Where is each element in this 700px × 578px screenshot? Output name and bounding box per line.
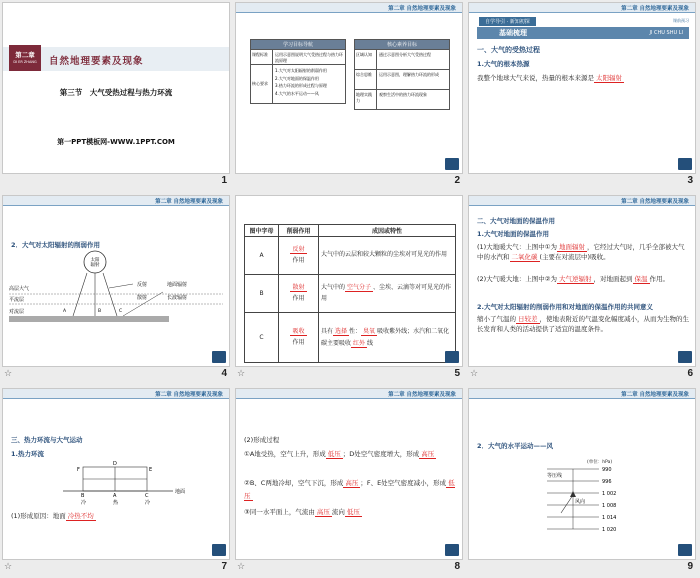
slide-canvas [468,195,696,367]
table-row [355,49,449,69]
answer-text: 太阳辐射 [596,74,622,82]
slide-number: 4 [221,368,227,379]
core-literacy-table [354,39,450,110]
star-icon: ☆ [4,562,13,572]
ray-line [73,273,87,316]
row-label: 区域认知 [355,50,377,69]
reflect-line [109,284,133,288]
nav-corner-icon[interactable] [445,158,459,170]
label-scatter: 散射 [137,295,148,301]
label-cold-left: 冷 [81,500,87,506]
header-bar-text: 第二章 自然地理要素及现象 [621,392,689,398]
slide-thumbnail-9[interactable] [466,386,699,578]
star-icon: ☆ [470,369,479,379]
heading: 2．大气对太阳辐射的削弱作用 [11,241,101,249]
sun-label-2: 辐射 [90,263,100,268]
label-troposphere: 对流层 [9,309,25,315]
heading-1: 一、大气的受热过程 [477,46,540,54]
nav-tab[interactable]: 自学导引 · 新知初探 [479,17,536,26]
row-label: 课程标准 [251,50,273,64]
slide-number: 5 [454,368,460,379]
heading-1: 二、大气对地面的保温作用 [477,217,555,225]
slide-canvas [468,388,696,560]
cell-effect: 反射 作用 [279,237,319,275]
footer-text: 第一PPT模板网-WWW.1PPT.COM [57,138,175,146]
chapter-badge [9,45,41,71]
heading-2: 1.热力环流 [11,450,44,458]
reason-text: (1)形成原因：地面 冷热不均 [11,512,94,520]
label-ground-radiation: 地面辐射 [167,282,188,288]
chapter-title: 自然地理要素及现象 [49,56,144,67]
label-d: D [113,461,117,467]
slide-number: 3 [687,175,693,186]
header-bar-text: 第二章 自然地理要素及现象 [155,392,223,398]
column-header: 削弱作用 [279,225,319,237]
star-icon: ☆ [237,562,246,572]
header-bar-text: 第二章 自然地理要素及现象 [621,199,689,205]
row-label: 综合思维 [355,70,377,89]
cell-letter: B [245,275,279,313]
slide-canvas [468,2,696,174]
header-bar-text: 第二章 自然地理要素及现象 [621,6,689,12]
row-label: 核心要求 [251,65,273,103]
nav-corner-icon[interactable] [678,158,692,170]
slide-number: 2 [454,175,460,186]
heading-1: 三、热力环流与大气运动 [11,436,83,444]
weakening-table [244,224,456,363]
pressure-value: 1 008 [602,503,617,509]
slide-number: 7 [221,561,227,572]
arrow-head-icon [570,491,576,497]
label-a: A [63,309,67,314]
slide-thumbnail-7[interactable] [0,386,233,578]
slide-number: 8 [454,561,460,572]
wind-isobar-diagram [469,389,696,560]
table-row [245,237,456,275]
pressure-value: 1 002 [602,491,617,497]
cell-reason: 大气中的 空气分子 、尘埃、云滴等对可见光的作用 [319,275,456,313]
slide-canvas [2,388,230,560]
thermal-circulation-diagram [3,389,230,560]
column-header: 图中字母 [245,225,279,237]
process-line-3: ③同一水平面上，气流由 高压 流向 低压 [244,508,360,516]
header-bar-text: 第二章 自然地理要素及现象 [388,6,456,12]
cell-letter: A [245,237,279,275]
learning-goals-table [250,39,346,104]
label-stratosphere: 平流层 [9,297,25,303]
cell-effect: 吸收 作用 [279,313,319,363]
slide-number: 1 [221,175,227,186]
row-text: 运用示意图说明大气受热过程与热力环流原理 [275,52,343,63]
cell-letter: C [245,313,279,363]
section-title: 第三节 大气受热过程与热力环流 [59,88,173,97]
slide-number: 9 [687,561,693,572]
table-row [251,64,345,103]
row-text: 观察生活中的热力环流现象 [379,92,427,97]
label-reflect: 反射 [137,282,148,288]
heading-3: 2.大气对太阳辐射的削弱作用和对地面的保温作用的共同意义 [477,303,653,311]
band-title: 基础梳理 [499,29,527,37]
nav-corner-icon[interactable] [678,544,692,556]
paragraph-3: 缩小了气温的 日较差 ，使地表附近的气温变化幅度减小，从而为生物的生长发育和人类的活动提供了适宜的温度条件。 [477,315,689,334]
slide-thumbnail-8[interactable] [233,386,466,578]
table-row [251,49,345,64]
label-ground: 地面 [175,489,186,495]
table-row [355,69,449,89]
chapter-badge-sub: DI ER ZHANG [13,60,37,64]
nav-corner-icon[interactable] [212,351,226,363]
slide-thumbnail-6[interactable] [466,193,699,385]
label-e: E [149,467,153,473]
label-c: C [145,493,149,499]
slide-thumbnail-1[interactable] [0,0,233,192]
nav-corner-icon[interactable] [445,544,459,556]
sub-nav: 课前预习 [673,18,689,23]
label-c: C [119,309,123,314]
table-header-row [245,225,456,237]
label-b: B [81,493,85,499]
process-line-2: ②B、C两地冷却，空气下沉，形成 高压 ；F、E处空气密度减小，形成 低压 [244,479,455,500]
nav-corner-icon[interactable] [678,351,692,363]
slide-canvas [2,2,230,174]
slide-canvas [235,195,463,367]
slide-canvas [235,388,463,560]
table-row [355,89,449,109]
header-bar [236,3,462,13]
table-header: 核心素养目标 [355,40,449,49]
slide-thumbnail-4[interactable] [0,193,233,385]
row-text: 1.大气对太阳辐射的削弱作用 2.大气对地面的保温作用 3.热力环流的形成过程与原理 4.大气的水平运动——风 [275,68,327,96]
band-pinyin: JI CHU SHU LI [649,30,683,36]
pressure-value: 990 [602,467,612,473]
unit-label: (单位：hPa) [587,460,613,465]
section-band [477,27,689,39]
star-icon: ☆ [4,369,13,379]
header-bar-text: 第二章 自然地理要素及现象 [155,199,223,205]
cell-reason: 具有 选择 性： 臭氧 吸收紫外线；水汽和二氧化碳主要吸收 红外 线 [319,313,456,363]
row-label: 地理实践力 [355,90,377,109]
pressure-value: 1 014 [602,515,617,521]
label-cold-right: 冷 [145,500,151,506]
heading: 2．大气的水平运动——风 [477,442,554,450]
process-heading: (2)形成过程 [244,436,280,444]
cell-reason: 大气中的云层和较大颗粒的尘埃对可见光的作用 [319,237,456,275]
wind-direction-label: 风向 [575,499,586,505]
header-bar-text: 第二章 自然地理要素及现象 [388,392,456,398]
pressure-value: 996 [602,479,612,485]
ground-band [9,316,169,322]
column-header: 成因或特性 [319,225,456,237]
body-prefix: 我整个地球大气来说，热量的根本来源是 [477,74,594,82]
sun-label-1: 太阳 [90,258,100,263]
isobar-label: 等压线 [547,473,563,479]
nav-corner-icon[interactable] [445,351,459,363]
pressure-value: 1 020 [602,527,617,533]
slide-canvas [2,195,230,367]
table-header: 学习目标导航 [251,40,345,49]
label-upper-atmosphere: 高层大气 [9,286,30,292]
slide-thumbnail-3[interactable] [466,0,699,192]
label-longwave: 长波辐射 [167,295,188,301]
header-bar [469,3,695,13]
solar-radiation-diagram [3,196,230,367]
body-text [477,73,689,83]
paragraph-2: (2)大气暖大地：上图中②为 大气逆辐射 ，对地面起到 保温 作用。 [477,275,670,283]
cell-effect: 散射 作用 [279,275,319,313]
label-hot: 热 [113,500,119,506]
heading-2: 1.大气对地面的保温作用 [477,230,549,238]
row-text: 通过示意图分析大气受热过程 [379,52,431,57]
row-text: 运用示意图，理解热力环流的形成 [379,72,439,77]
process-line-1: ①A地受热，空气上升，形成 低压 ；D处空气密度增大，形成 高压 [244,450,435,458]
label-f: F [77,467,80,473]
slide-thumbnail-2[interactable] [233,0,466,192]
table-row [245,275,456,313]
header-bar [469,196,695,206]
nav-corner-icon[interactable] [212,544,226,556]
label-b: B [98,309,102,314]
wind-arrow [561,495,573,513]
heading-2: 1.大气的根本热源 [477,60,530,68]
label-a: A [113,493,117,499]
slide-canvas [235,2,463,174]
header-bar [236,389,462,399]
ray-line [103,273,117,316]
paragraph-1: (1)大地暖大气：上图中①为 地面辐射 ，它经过大气时，几乎全部被大气中的水汽和 二氧化碳 (主要在对流层中)吸收。 [477,243,685,262]
table-row [245,313,456,363]
star-icon: ☆ [237,369,246,379]
slide-number: 6 [687,368,693,379]
chapter-badge-text: 第二章 [15,51,35,59]
slide-thumbnail-5[interactable] [233,193,466,385]
